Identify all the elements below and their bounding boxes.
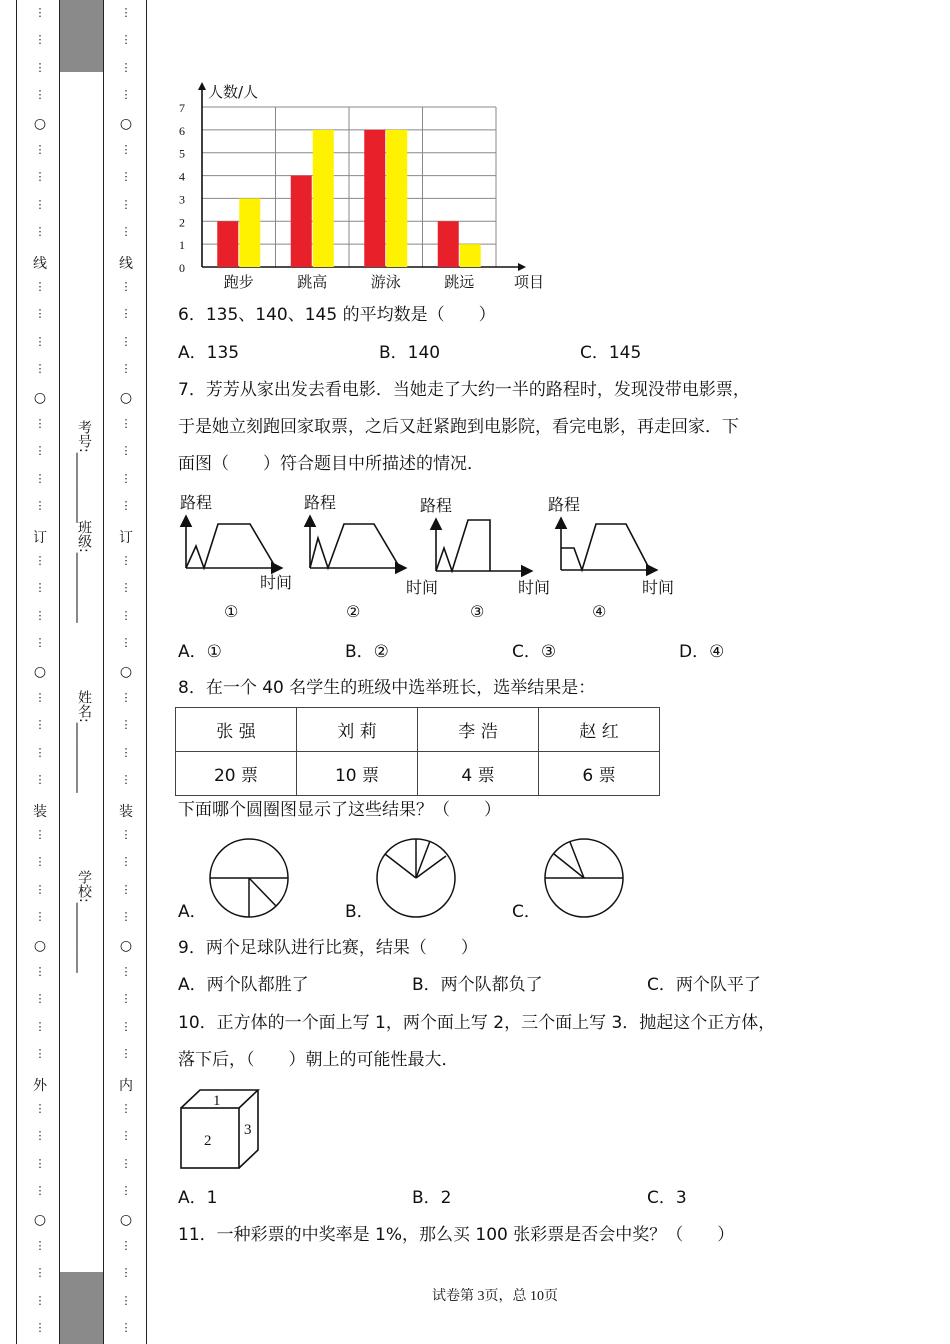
seal-dots: ⋮ xyxy=(120,198,132,211)
seal-dots: ⋮ xyxy=(34,307,46,320)
seal-dots: ⋮ xyxy=(120,1184,132,1197)
seal-dots: ⋮ xyxy=(120,609,132,622)
seal-dots: ⋮ xyxy=(34,746,46,759)
seal-dots: ⋮ xyxy=(120,636,132,649)
q8-pie-charts xyxy=(200,832,640,924)
q10-option-a: A．1 xyxy=(178,1188,218,1208)
graph1-ylabel: 路程 xyxy=(180,493,213,512)
seal-dots: ⋮ xyxy=(120,992,132,1005)
seal-dots: ⋮ xyxy=(34,472,46,485)
seal-dots: ⋮ xyxy=(120,88,132,101)
seal-dots: ⋮ xyxy=(120,335,132,348)
outer-seal-column xyxy=(32,0,48,1344)
seal-mark: ○ xyxy=(33,116,47,132)
seal-dots: ⋮ xyxy=(34,1020,46,1033)
seal-dots: ⋮ xyxy=(34,828,46,841)
y-tick-label: 6 xyxy=(179,123,185,138)
school-field: 学校:__________ xyxy=(76,870,92,973)
q6-option-b: B．140 xyxy=(379,343,441,363)
seal-dots: ⋮ xyxy=(34,1047,46,1060)
seal-dots: ⋮ xyxy=(34,636,46,649)
q7-line-2: 于是她立刻跑回家取票，之后又赶紧跑到电影院，看完电影，再走回家．下 xyxy=(178,417,739,437)
table-cell: 20 票 xyxy=(176,752,297,796)
seal-dots: ⋮ xyxy=(120,6,132,19)
seal-dots: ⋮ xyxy=(120,499,132,512)
x-tick-label: 游泳 xyxy=(370,273,401,291)
bar-red-3 xyxy=(438,221,459,267)
q7-line-3: 面图（ ）符合题目中所描述的情况． xyxy=(178,454,484,474)
seal-dots: ⋮ xyxy=(120,1266,132,1279)
seal-dots: ⋮ xyxy=(34,773,46,786)
seal-dots: ⋮ xyxy=(120,280,132,293)
q10-line-2: 落下后，（ ）朝上的可能性最大． xyxy=(178,1050,459,1070)
seal-dots: ⋮ xyxy=(120,143,132,156)
graph3-ylabel: 路程 xyxy=(420,496,453,515)
graph4-ylabel: 路程 xyxy=(548,495,581,514)
seal-dots: ⋮ xyxy=(120,746,132,759)
seal-dots: ⋮ xyxy=(120,1047,132,1060)
seal-dots: ⋮ xyxy=(34,61,46,74)
page-footer: 试卷第 3页，总 10页 xyxy=(432,1289,558,1304)
bar-chart xyxy=(170,78,550,298)
seal-dots: ⋮ xyxy=(34,417,46,430)
seal-dots: ⋮ xyxy=(34,6,46,19)
table-cell: 张 强 xyxy=(176,708,297,752)
graph2-curve xyxy=(310,524,400,568)
seal-mark: ○ xyxy=(119,116,133,132)
seal-dots: ⋮ xyxy=(120,965,132,978)
q7-graphs xyxy=(170,486,690,626)
seal-dots: ⋮ xyxy=(120,718,132,731)
seal-mark: ○ xyxy=(33,664,47,680)
seal-dots: ⋮ xyxy=(120,1321,132,1334)
seal-dots: ⋮ xyxy=(34,855,46,868)
q6-stem: 6．135、140、145 的平均数是（ ） xyxy=(178,305,496,325)
seal-dots: ⋮ xyxy=(120,61,132,74)
seal-mark: ○ xyxy=(33,390,47,406)
seal-dots: ⋮ xyxy=(34,1321,46,1334)
seal-mark: ○ xyxy=(119,938,133,954)
x-tick-label: 跑步 xyxy=(223,273,254,291)
seal-dots: ⋮ xyxy=(120,1239,132,1252)
q11-stem: 11．一种彩票的中奖率是 1%，那么买 100 张彩票是否会中奖？（ ） xyxy=(178,1225,735,1245)
y-tick-label: 0 xyxy=(179,261,185,275)
cube-face-side-label: 3 xyxy=(244,1122,252,1138)
table-row xyxy=(176,752,660,796)
seal-mark: 订 xyxy=(119,530,133,546)
q10-option-c: C．3 xyxy=(647,1188,687,1208)
graph1-curve xyxy=(186,524,276,568)
seal-dots: ⋮ xyxy=(34,225,46,238)
x-axis-arrow xyxy=(518,263,526,271)
seal-dots: ⋮ xyxy=(120,773,132,786)
seal-dots: ⋮ xyxy=(120,33,132,46)
seal-dots: ⋮ xyxy=(34,1157,46,1170)
q7-option-c: C．③ xyxy=(512,642,557,662)
seal-dots: ⋮ xyxy=(34,33,46,46)
q8-option-c: C． xyxy=(512,902,541,922)
q8-stem: 8．在一个 40 名学生的班级中选举班长，选举结果是： xyxy=(178,678,596,698)
seal-mark: 装 xyxy=(119,804,133,820)
seal-dots: ⋮ xyxy=(34,143,46,156)
binding-line xyxy=(103,0,104,1344)
q7-option-b: B．② xyxy=(345,642,389,662)
seal-dots: ⋮ xyxy=(120,170,132,183)
seal-dots: ⋮ xyxy=(34,499,46,512)
seal-dots: ⋮ xyxy=(120,1102,132,1115)
seal-dots: ⋮ xyxy=(34,554,46,567)
binding-shade-top xyxy=(60,0,103,72)
name-field: 姓名:__________ xyxy=(76,690,92,793)
seal-dots: ⋮ xyxy=(34,1239,46,1252)
q10-line-1: 10．正方体的一个面上写 1，两个面上写 2，三个面上写 3．抛起这个正方体， xyxy=(178,1013,776,1033)
vote-table xyxy=(175,707,660,796)
exam-number-field: 考号:__________ xyxy=(76,420,92,523)
seal-dots: ⋮ xyxy=(120,554,132,567)
y-tick-label: 4 xyxy=(179,169,185,184)
seal-dots: ⋮ xyxy=(120,855,132,868)
seal-dots: ⋮ xyxy=(120,225,132,238)
seal-dots: ⋮ xyxy=(34,691,46,704)
seal-dots: ⋮ xyxy=(34,88,46,101)
q9-option-c: C．两个队平了 xyxy=(647,975,761,995)
y-tick-label: 5 xyxy=(179,146,185,161)
seal-mark: ○ xyxy=(33,1212,47,1228)
graph4-curve xyxy=(561,524,650,570)
bar-red-2 xyxy=(364,130,385,267)
table-row xyxy=(176,708,660,752)
cube-face-front-label: 2 xyxy=(204,1133,212,1149)
graph2-xlabel: 时间 xyxy=(406,578,439,597)
seal-dots: ⋮ xyxy=(34,444,46,457)
seal-dots: ⋮ xyxy=(34,609,46,622)
q9-option-b: B．两个队都负了 xyxy=(412,975,543,995)
graph4-number: ④ xyxy=(592,602,607,621)
graph1-number: ① xyxy=(224,602,239,621)
seal-dots: ⋮ xyxy=(34,718,46,731)
graph3-xlabel: 时间 xyxy=(518,578,551,597)
pie-b-divider xyxy=(385,854,416,878)
y-tick-label: 7 xyxy=(179,101,185,115)
seal-dots: ⋮ xyxy=(34,965,46,978)
seal-dots: ⋮ xyxy=(34,280,46,293)
seal-dots: ⋮ xyxy=(120,828,132,841)
seal-dots: ⋮ xyxy=(120,581,132,594)
y-tick-label: 1 xyxy=(179,238,185,253)
q8-option-a: A． xyxy=(178,902,207,922)
seal-dots: ⋮ xyxy=(34,335,46,348)
q6-option-c: C．145 xyxy=(580,343,642,363)
seal-dots: ⋮ xyxy=(120,1157,132,1170)
cube-face-top-label: 1 xyxy=(213,1093,221,1109)
y-tick-label: 3 xyxy=(179,192,185,207)
seal-dots: ⋮ xyxy=(120,1129,132,1142)
x-axis-label: 项目 xyxy=(514,273,545,291)
q9-stem: 9．两个足球队进行比赛，结果（ ） xyxy=(178,938,478,958)
q8-question: 下面哪个圆圈图显示了这些结果？（ ） xyxy=(178,800,501,820)
graph3-curve xyxy=(436,520,490,571)
seal-mark: 线 xyxy=(33,256,47,272)
table-cell: 刘 莉 xyxy=(297,708,418,752)
seal-dots: ⋮ xyxy=(120,444,132,457)
binding-shade-bottom xyxy=(60,1272,103,1344)
seal-dots: ⋮ xyxy=(120,362,132,375)
seal-dots: ⋮ xyxy=(120,1020,132,1033)
seal-dots: ⋮ xyxy=(120,1294,132,1307)
graph3-number: ③ xyxy=(470,602,485,621)
seal-dots: ⋮ xyxy=(34,170,46,183)
seal-dots: ⋮ xyxy=(120,417,132,430)
class-field: 班级:__________ xyxy=(76,520,92,623)
bar-red-1 xyxy=(291,176,312,267)
seal-mark: ○ xyxy=(119,390,133,406)
seal-mark: ○ xyxy=(119,664,133,680)
graph2-number: ② xyxy=(346,602,361,621)
seal-dots: ⋮ xyxy=(34,198,46,211)
seal-mark: ○ xyxy=(33,938,47,954)
binding-line xyxy=(59,0,60,1344)
bar-red-0 xyxy=(217,221,238,267)
seal-dots: ⋮ xyxy=(34,910,46,923)
seal-dots: ⋮ xyxy=(34,362,46,375)
seal-mark: 装 xyxy=(33,804,47,820)
seal-dots: ⋮ xyxy=(120,472,132,485)
q10-cube xyxy=(176,1086,266,1172)
graph1-xlabel: 时间 xyxy=(260,573,293,592)
binding-line xyxy=(146,0,147,1344)
seal-dots: ⋮ xyxy=(120,910,132,923)
seal-dots: ⋮ xyxy=(34,992,46,1005)
y-tick-label: 2 xyxy=(179,215,185,230)
bar-yellow-1 xyxy=(313,130,334,267)
seal-mark: 订 xyxy=(33,530,47,546)
q7-option-a: A．① xyxy=(178,642,222,662)
seal-dots: ⋮ xyxy=(34,581,46,594)
seal-mark: 线 xyxy=(119,256,133,272)
pie-a-divider xyxy=(249,878,276,906)
bar-yellow-0 xyxy=(239,198,260,267)
seal-dots: ⋮ xyxy=(120,691,132,704)
q8-option-b: B． xyxy=(345,902,374,922)
seal-dots: ⋮ xyxy=(120,883,132,896)
graph2-ylabel: 路程 xyxy=(304,493,337,512)
y-axis-label: 人数/人 xyxy=(208,83,259,101)
seal-dots: ⋮ xyxy=(34,1266,46,1279)
seal-dots: ⋮ xyxy=(120,307,132,320)
bar-yellow-3 xyxy=(460,244,481,267)
seal-mark: 外 xyxy=(33,1078,47,1094)
q7-line-1: 7．芳芳从家出发去看电影．当她走了大约一半的路程时，发现没带电影票， xyxy=(178,380,750,400)
bar-yellow-2 xyxy=(386,130,407,267)
q9-option-a: A．两个队都胜了 xyxy=(178,975,309,995)
binding-line xyxy=(16,0,17,1344)
seal-dots: ⋮ xyxy=(34,1294,46,1307)
seal-dots: ⋮ xyxy=(34,883,46,896)
seal-dots: ⋮ xyxy=(34,1184,46,1197)
inner-seal-column xyxy=(118,0,134,1344)
seal-mark: 内 xyxy=(119,1078,133,1094)
y-axis-arrow xyxy=(198,82,206,90)
seal-dots: ⋮ xyxy=(34,1129,46,1142)
table-cell: 李 浩 xyxy=(418,708,539,752)
table-cell: 10 票 xyxy=(297,752,418,796)
q6-option-a: A．135 xyxy=(178,343,240,363)
table-cell: 4 票 xyxy=(418,752,539,796)
seal-dots: ⋮ xyxy=(34,1102,46,1115)
seal-mark: ○ xyxy=(119,1212,133,1228)
table-cell: 赵 红 xyxy=(539,708,660,752)
graph4-xlabel: 时间 xyxy=(642,578,675,597)
x-tick-label: 跳高 xyxy=(297,273,328,291)
q10-option-b: B．2 xyxy=(412,1188,452,1208)
table-cell: 6 票 xyxy=(539,752,660,796)
x-tick-label: 跳远 xyxy=(444,273,475,291)
q7-option-d: D．④ xyxy=(679,642,725,662)
